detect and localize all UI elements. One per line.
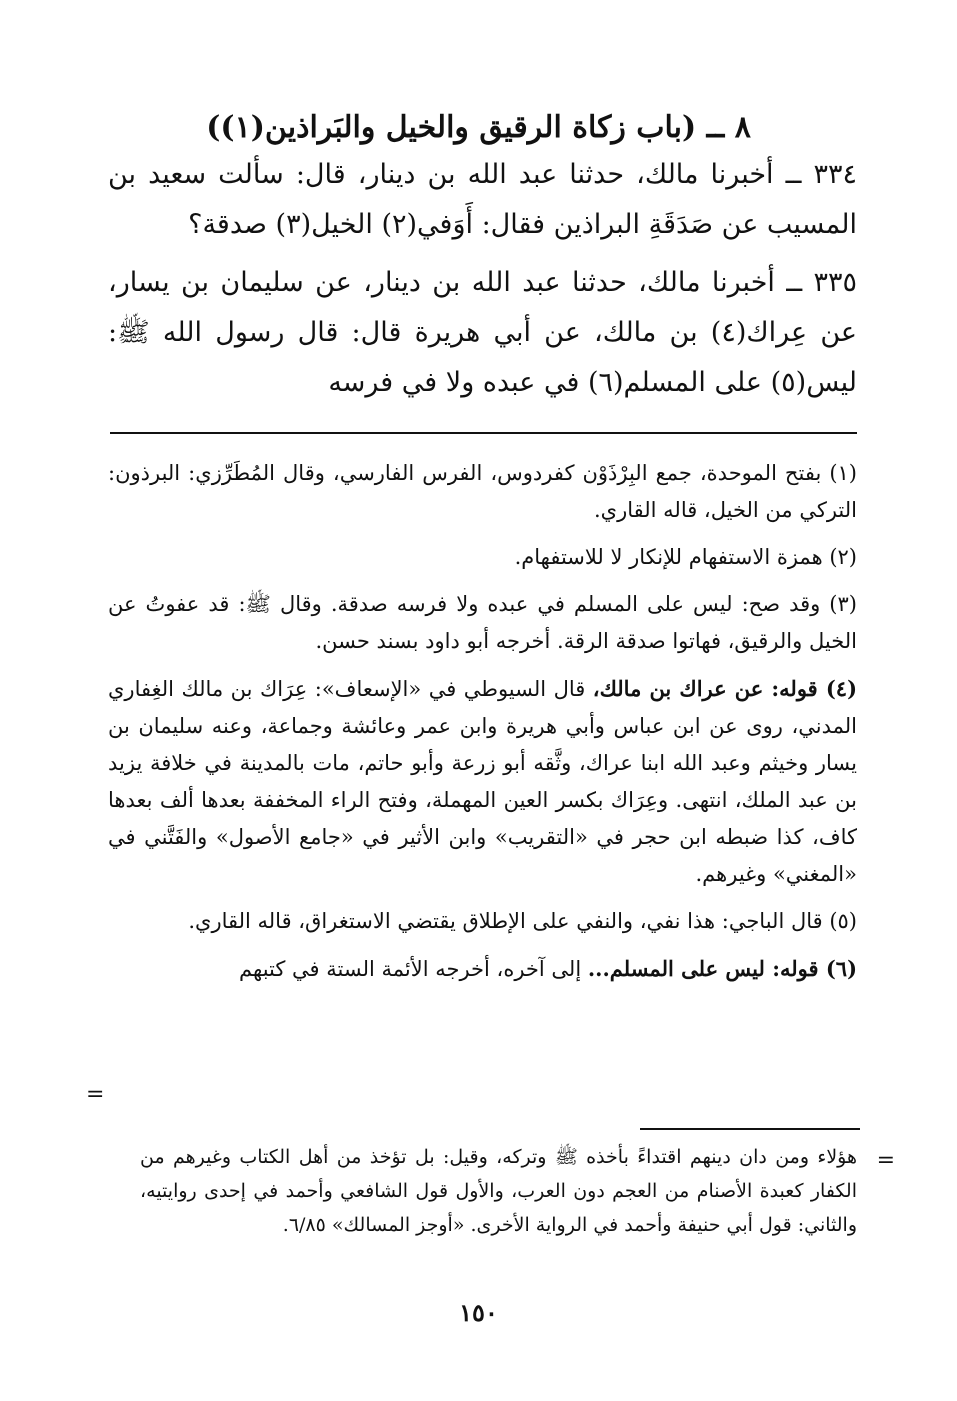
footnote-6: (٦) قوله: ليس على المسلم... إلى آخره، أخرجه الأئمة الستة في كتبهم bbox=[239, 956, 857, 981]
page-number: ١٥٠ bbox=[459, 1298, 498, 1327]
footnote-separator bbox=[110, 432, 857, 434]
footnote-1: (١) بفتح الموحدة، جمع البِرْذَوْن كفردوس، الفرس الفارسي، وقال المُطَرِّزي: البرذون: التركي من الخيل، قاله القاري. bbox=[108, 461, 857, 522]
continued-note-separator bbox=[640, 1128, 860, 1130]
footnote-4: (٤) قوله: عن عراك بن مالك، قال السيوطي في «الإسعاف»: عِرَاك بن مالك الغِفاري المدني، روى عن ابن عباس وأبي هريرة وابن عمر وعائشة وجماعة، وعنه سليمان بن يسار وخيثم وعبد الله ابنا عراك، وثَّقه أبو زرعة وأبو حاتم، مات بالمدينة في خلافة يزيد بن عبد الملك، انتهى. وعِرَاك بكسر العين المهملة، وفتح الراء المخففة بعدها ألف بعدها كاف، كذا ضبطه ابن حجر في «التقريب» وابن الأثير في «جامع الأصول» والفَتَّني في «المغني» وغيرهم. bbox=[108, 676, 857, 886]
footnote-3: (٣) وقد صح: ليس على المسلم في عبده ولا فرسه صدقة. وقال ﷺ: قد عفوتُ عن الخيل والرقيق، فهاتوا صدقة الرقة. أخرجه أبو داود بسند حسن. bbox=[108, 592, 857, 653]
hadith-334: ٣٣٤ ــ أخبرنا مالك، حدثنا عبد الله بن دينار، قال: سألت سعيد بن المسيب عن صَدَقَةِ البراذين فقال: أَوَفي(٢) الخيل(٣) صدقة؟ bbox=[108, 159, 857, 240]
chapter-heading: ٨ ــ (باب زكاة الرقيق والخيل والبَراذين(١)) bbox=[206, 110, 751, 145]
hadith-335: ٣٣٥ ــ أخبرنا مالك، حدثنا عبد الله بن دينار، عن سليمان بن يسار، عن عِراك(٤) بن مالك، عن أبي هريرة قال: قال رسول الله ﷺ: ليس(٥) على المسلم(٦) في عبده ولا في فرسه bbox=[108, 267, 857, 398]
footnote-2: (٢) همزة الاستفهام للإنكار لا للاستفهام. bbox=[514, 545, 857, 569]
footnotes bbox=[108, 455, 857, 998]
footnote-5: (٥) قال الباجي: هذا نفي، والنفي على الإطلاق يقتضي الاستغراق، قاله القاري. bbox=[188, 909, 857, 933]
continued-mark: = bbox=[876, 1148, 895, 1173]
continuation-mark: = bbox=[86, 1082, 105, 1107]
main-text bbox=[108, 150, 857, 416]
continued-note: هؤلاء ومن دان دينهم اقتداءً بأخذه ﷺ وتركه، وقيل: بل تؤخذ من أهل الكتاب وغيرهم من الكفار كعبدة الأصنام من العجم دون العرب، والأول قول الشافعي وأحمد في إحدى روايتيه، والثاني: قول أبي حنيفة وأحمد في الرواية الأخرى. «أوجز المسالك» ٦/٨٥. bbox=[140, 1146, 857, 1236]
